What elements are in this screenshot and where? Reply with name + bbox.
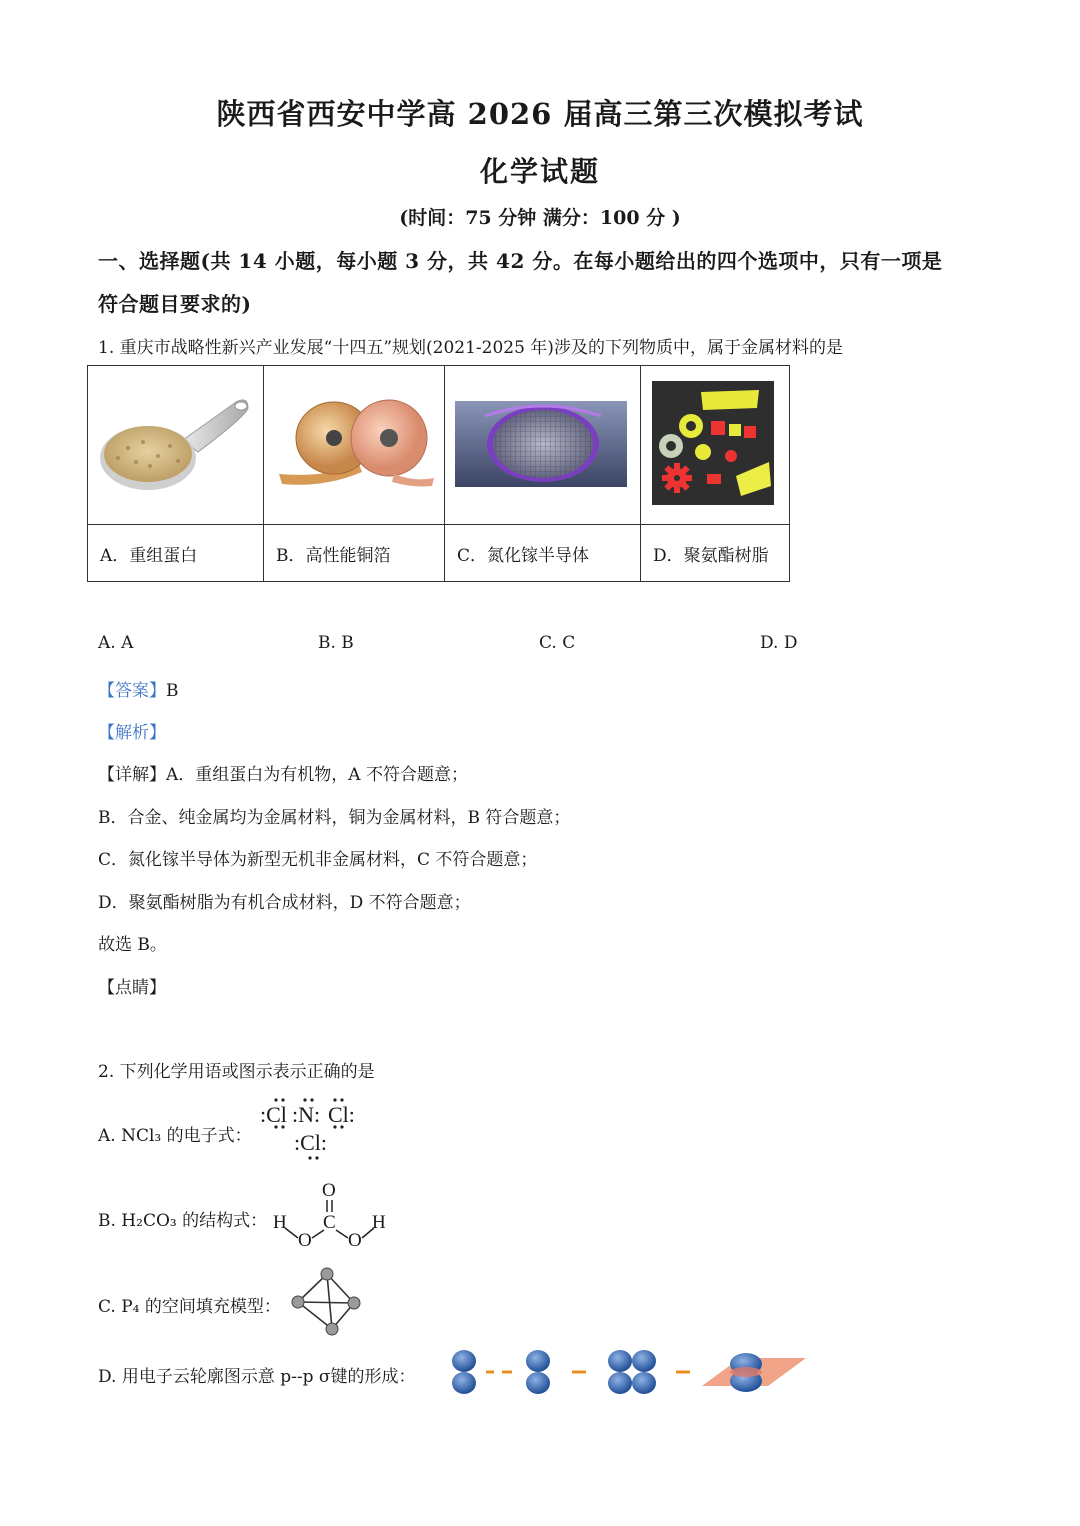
time-info: (时间：75 分钟 满分：100 分 ) [399, 207, 681, 229]
p-p-sigma-orbital-diagram [440, 1342, 815, 1404]
h2co3-o-left: O [298, 1230, 312, 1251]
exam-title: 陕西省西安中学高 2026 届高三第三次模拟考试 [216, 97, 864, 131]
choice-c: C. C [539, 633, 576, 653]
ncl3-electron-formula [258, 1092, 368, 1162]
polyurethane-parts-image [641, 366, 789, 520]
q1-options-table [87, 365, 790, 582]
option-c-label: C．氮化镓半导体 [445, 525, 641, 582]
p4-tetrahedron-model [290, 1266, 370, 1340]
answer-line [98, 676, 179, 701]
option-d-label: D．聚氨酯树脂 [641, 525, 790, 582]
option-b-image-cell [264, 366, 445, 525]
dianjing-tag: 【点睛】 [98, 978, 166, 998]
detail-first: A．重组蛋白为有机物，A 不符合题意； [166, 765, 468, 785]
subject-title: 化学试题 [479, 155, 600, 188]
detail-line-2: B．合金、纯金属均为金属材料，铜为金属材料，B 符合题意； [98, 808, 571, 828]
q2-option-b: B. H₂CO₃ 的结构式： [98, 1211, 268, 1231]
answer-tag: 【答案】 [98, 681, 166, 701]
section-heading-line1: 一、选择题(共 14 小题，每小题 3 分，共 42 分。在每小题给出的四个选项中，只有一项是 [98, 249, 943, 273]
ncl3-cl-left: :Cl [260, 1102, 287, 1127]
answer-value: B [166, 681, 179, 701]
h2co3-o-right: O [348, 1230, 362, 1251]
q1-stem: 1. 重庆市战略性新兴产业发展“十四五”规划(2021-2025 年)涉及的下列物质中，属于金属材料的是 [98, 338, 843, 358]
h2co3-o-top: O [322, 1180, 336, 1201]
ncl3-cl-right: Cl: [328, 1102, 355, 1127]
detail-tag: 【详解】 [98, 765, 166, 785]
h2co3-h-left: H [273, 1212, 287, 1233]
h2co3-h-right: H [372, 1212, 386, 1233]
ncl3-n: :N: [292, 1102, 321, 1127]
copper-foil-image [264, 366, 444, 520]
option-d-image-cell [641, 366, 790, 525]
option-a-label: A．重组蛋白 [88, 525, 264, 582]
q2-option-a: A. NCl₃ 的电子式： [98, 1126, 252, 1146]
ncl3-cl-bottom: :Cl: [294, 1130, 328, 1155]
detail-conclusion: 故选 B。 [98, 935, 167, 955]
choice-a: A. A [98, 633, 134, 653]
h2co3-structure [270, 1180, 395, 1252]
analysis-tag: 【解析】 [98, 723, 166, 743]
q2-option-d: D. 用电子云轮廓图示意 p--p σ键的形成： [98, 1367, 416, 1387]
q2-stem: 2. 下列化学用语或图示表示正确的是 [98, 1062, 375, 1082]
option-a-image-cell [88, 366, 264, 525]
option-b-label: B．高性能铜箔 [264, 525, 445, 582]
h2co3-c: C [323, 1212, 336, 1233]
detail-line-1 [98, 760, 468, 785]
protein-powder-image [88, 366, 263, 520]
choice-d: D. D [760, 633, 798, 653]
q2-option-c: C. P₄ 的空间填充模型： [98, 1297, 281, 1317]
detail-line-4: D．聚氨酯树脂为有机合成材料，D 不符合题意； [98, 893, 471, 913]
detail-line-3: C．氮化镓半导体为新型无机非金属材料，C 不符合题意； [98, 850, 538, 870]
choice-b: B. B [318, 633, 354, 653]
option-c-image-cell [445, 366, 641, 525]
gan-wafer-image [445, 366, 640, 520]
section-heading-line2: 符合题目要求的) [98, 292, 252, 316]
